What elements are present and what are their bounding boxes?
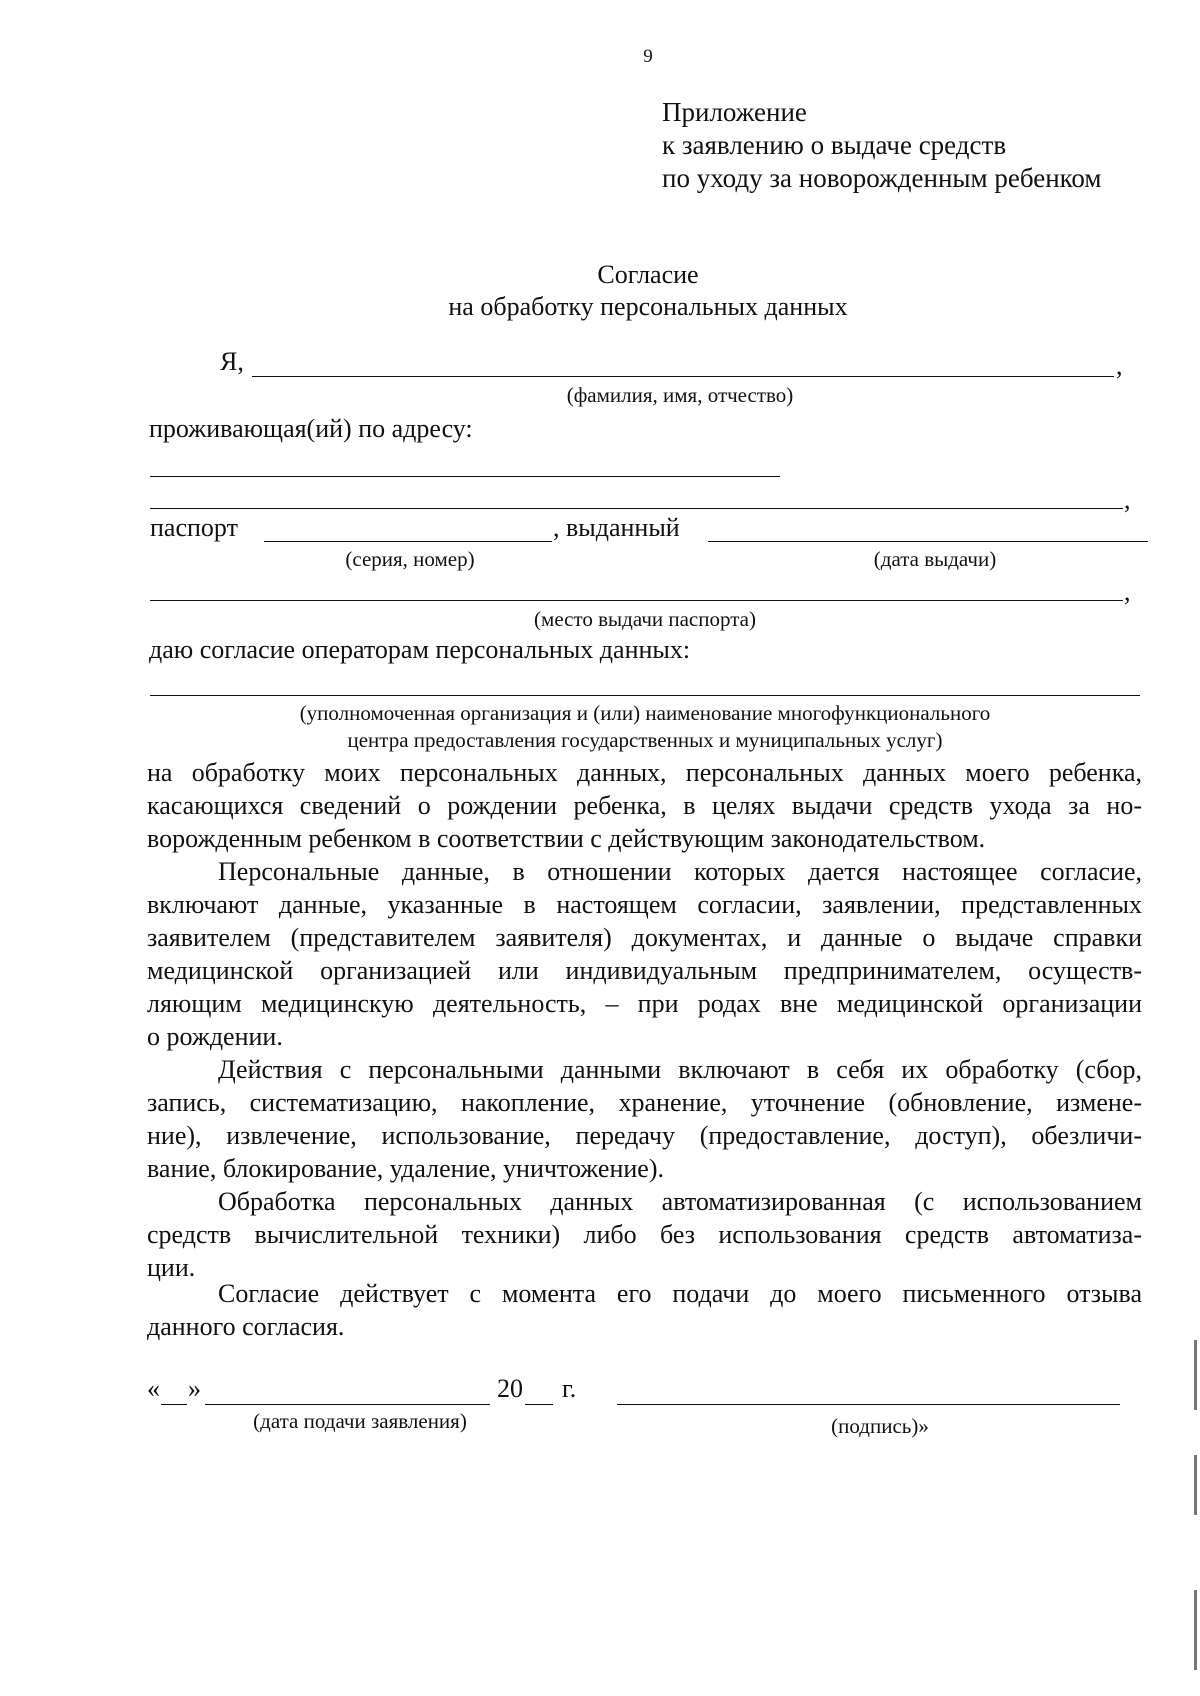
document-subtitle: на обработку персональных данных: [448, 292, 848, 321]
fio-caption: (фамилия, имя, отчество): [566, 383, 794, 407]
p2-line-1: Персональные данные, в отношении которых дается настоящее согласие,: [218, 857, 1142, 886]
year-suffix: г.: [562, 1374, 577, 1403]
p3-line-1: Действия с персональными данными включают в себя их обработку (сбор,: [218, 1055, 1142, 1084]
scan-edge-mark-2: [1194, 1455, 1197, 1515]
operator-caption-2: центра предоставления государственных и муниципальных услуг): [347, 728, 943, 752]
date-quote-open: «: [147, 1374, 160, 1403]
issue-place-comma: ,: [1124, 577, 1131, 606]
appendix-line-2: к заявлению о выдаче средств: [662, 130, 1007, 160]
address-field-1[interactable]: [150, 476, 780, 477]
p5-line-1: Согласие действует с момента его подачи до моего письменного отзыва: [218, 1279, 1142, 1308]
p2-line-5: ляющим медицинскую деятельность, – при родах вне медицинской организации: [147, 989, 1142, 1018]
address-comma: ,: [1124, 485, 1131, 514]
consent-operators-label: даю согласие операторам персональных данных:: [149, 635, 691, 664]
p2-line-3: заявителем (представителем заявителя) документах, и данные о выдаче справки: [147, 923, 1142, 952]
p1-line-3: ворожденным ребенком в соответствии с действующим законодательством.: [147, 824, 986, 853]
issue-place-caption: (место выдачи паспорта): [534, 607, 756, 631]
issued-label: , выданный: [553, 513, 680, 542]
issue-date-caption: (дата выдачи): [873, 547, 997, 571]
date-caption: (дата подачи заявления): [253, 1409, 467, 1433]
fio-field[interactable]: [252, 376, 1114, 377]
series-caption: (серия, номер): [345, 547, 475, 571]
passport-issue-date-field[interactable]: [708, 541, 1148, 542]
scan-edge-mark-3: [1194, 1590, 1197, 1670]
operator-field[interactable]: [150, 695, 1140, 696]
date-quote-close: »: [188, 1374, 201, 1403]
fio-comma: ,: [1116, 351, 1123, 380]
document-title: Согласие: [597, 260, 699, 289]
month-field[interactable]: [205, 1404, 490, 1405]
passport-label: паспорт: [150, 513, 238, 542]
signature-field[interactable]: [617, 1404, 1120, 1405]
year-prefix: 20: [497, 1374, 523, 1403]
passport-issue-place-field[interactable]: [150, 600, 1123, 601]
operator-caption-1: (уполномоченная организация и (или) наименование многофункционального: [299, 701, 991, 725]
p4-line-2: средств вычислительной техники) либо без использования средств автоматиза-: [147, 1220, 1142, 1249]
p2-line-6: о рождении.: [147, 1022, 283, 1051]
p2-line-2: включают данные, указанные в настоящем согласии, заявлении, представленных: [147, 890, 1142, 919]
p3-line-4: вание, блокирование, удаление, уничтожение).: [147, 1154, 664, 1183]
p3-line-2: запись, систематизацию, накопление, хранение, уточнение (обновление, измене-: [147, 1088, 1142, 1117]
p2-line-4: медицинской организацией или индивидуальным предпринимателем, осуществ-: [147, 956, 1142, 985]
signature-caption: (подпись)»: [831, 1414, 929, 1438]
p1-line-2: касающихся сведений о рождении ребенка, в целях выдачи средств ухода за но-: [147, 791, 1142, 820]
p4-line-3: ции.: [147, 1253, 196, 1282]
i-label: Я,: [220, 347, 244, 376]
passport-series-field[interactable]: [264, 541, 552, 542]
day-field[interactable]: [161, 1404, 187, 1405]
year-field[interactable]: [525, 1404, 553, 1405]
address-label: проживающая(ий) по адресу:: [149, 414, 473, 443]
p1-line-1: на обработку моих персональных данных, персональных данных моего ребенка,: [147, 758, 1142, 787]
address-field-2[interactable]: [150, 508, 1123, 509]
p3-line-3: ние), извлечение, использование, передачу (предоставление, доступ), обезличи-: [147, 1121, 1142, 1150]
appendix-line-3: по уходу за новорожденным ребенком: [662, 163, 1102, 193]
p4-line-1: Обработка персональных данных автоматизированная (с использованием: [218, 1187, 1142, 1216]
p5-line-2: данного согласия.: [147, 1312, 345, 1341]
scan-edge-mark-1: [1194, 1340, 1197, 1410]
page-number: 9: [643, 46, 653, 67]
appendix-line-1: Приложение: [662, 97, 807, 127]
